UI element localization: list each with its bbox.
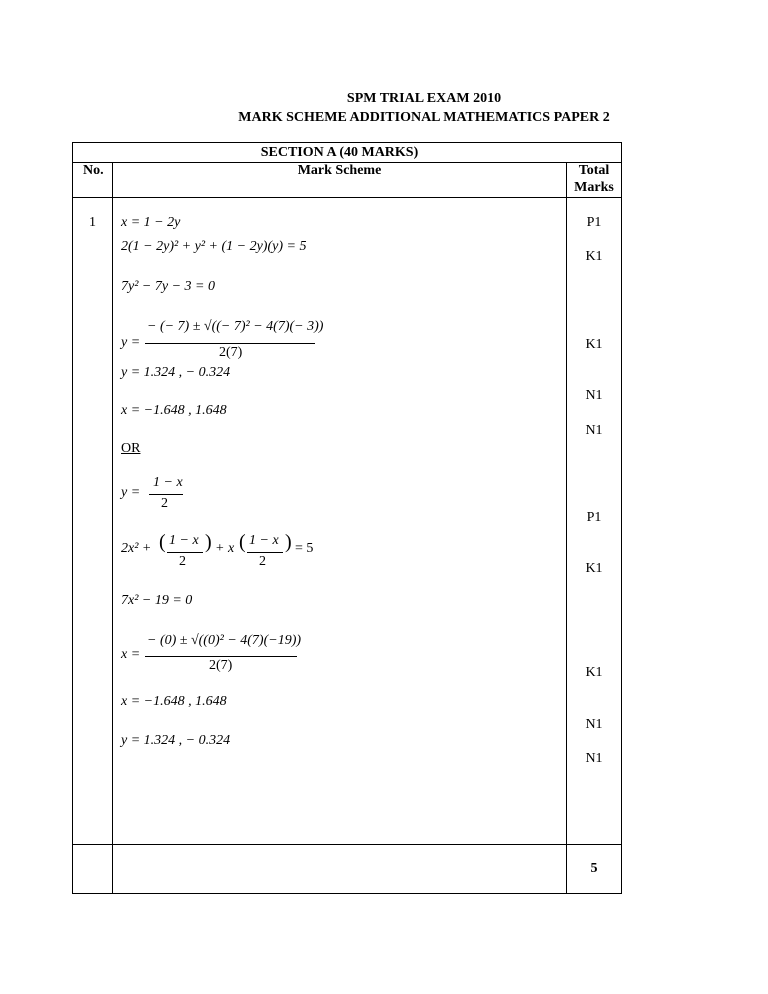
mark-6: P1 bbox=[586, 510, 602, 525]
section-title: SECTION A (40 MARKS) bbox=[260, 145, 419, 160]
line-substitution: x = 1 − 2y bbox=[121, 215, 181, 230]
mark-1: P1 bbox=[586, 215, 602, 230]
mark-8: K1 bbox=[585, 665, 603, 680]
fraction-bar bbox=[149, 494, 183, 495]
paren-close-icon: ) bbox=[285, 531, 292, 553]
page-subtitle: MARK SCHEME ADDITIONAL MATHEMATICS PAPER 2 bbox=[238, 110, 610, 125]
fraction-bar bbox=[145, 656, 297, 657]
mark-scheme-table bbox=[72, 142, 622, 894]
col-header-marks: Marks bbox=[574, 180, 614, 195]
paren-open-icon: ( bbox=[159, 531, 166, 553]
body-divider bbox=[73, 844, 621, 845]
paren-close-icon: ) bbox=[205, 531, 212, 553]
fraction-bar bbox=[145, 343, 315, 344]
line-y-values: y = 1.324 , − 0.324 bbox=[121, 365, 231, 380]
or-label: OR bbox=[121, 441, 141, 456]
alt-denominator: 2 bbox=[161, 496, 168, 511]
mark-10: N1 bbox=[585, 751, 603, 766]
page-title: SPM TRIAL EXAM 2010 bbox=[346, 91, 502, 106]
alt-formula-numerator: − (0) ± √((0)² − 4(7)(−19)) bbox=[147, 633, 302, 648]
alt-eq-den2: 2 bbox=[259, 554, 266, 569]
line-expanded: 2(1 − 2y)² + y² + (1 − 2y)(y) = 5 bbox=[121, 239, 307, 254]
formula-denominator: 2(7) bbox=[219, 345, 243, 360]
alt-eq-part-c: = 5 bbox=[295, 541, 314, 556]
col-divider-1 bbox=[112, 162, 113, 893]
alt-eq-num2: 1 − x bbox=[249, 533, 279, 548]
mark-2: K1 bbox=[585, 249, 603, 264]
paren-open-icon: ( bbox=[239, 531, 246, 553]
mark-5: N1 bbox=[585, 423, 603, 438]
alt-formula-lhs: x = bbox=[121, 647, 141, 662]
col-divider-2 bbox=[566, 162, 567, 893]
alt-formula-denominator: 2(7) bbox=[209, 658, 233, 673]
col-header-total: Total bbox=[578, 163, 610, 178]
alt-y-values: y = 1.324 , − 0.324 bbox=[121, 733, 231, 748]
alt-eq-part-b: + x bbox=[215, 541, 235, 556]
alt-quadratic: 7x² − 19 = 0 bbox=[121, 593, 193, 608]
header-divider bbox=[73, 197, 621, 198]
fraction-bar bbox=[167, 552, 203, 553]
line-x-values: x = −1.648 , 1.648 bbox=[121, 403, 227, 418]
alt-x-values: x = −1.648 , 1.648 bbox=[121, 694, 227, 709]
formula-numerator: − (− 7) ± √((− 7)² − 4(7)(− 3)) bbox=[147, 319, 324, 334]
question-number: 1 bbox=[89, 215, 96, 230]
total-marks: 5 bbox=[590, 861, 598, 876]
fraction-bar bbox=[247, 552, 283, 553]
alt-numerator: 1 − x bbox=[153, 475, 183, 490]
alt-eq-num1: 1 − x bbox=[169, 533, 199, 548]
mark-9: N1 bbox=[585, 717, 603, 732]
formula-lhs: y = bbox=[121, 335, 141, 350]
mark-4: N1 bbox=[585, 388, 603, 403]
alt-lhs: y = bbox=[121, 485, 141, 500]
line-quadratic: 7y² − 7y − 3 = 0 bbox=[121, 279, 215, 294]
alt-eq-part-a: 2x² + bbox=[121, 541, 152, 556]
alt-eq-den1: 2 bbox=[179, 554, 186, 569]
col-header-scheme: Mark Scheme bbox=[297, 163, 382, 178]
col-header-no: No. bbox=[83, 163, 104, 178]
mark-3: K1 bbox=[585, 337, 603, 352]
mark-7: K1 bbox=[585, 561, 603, 576]
